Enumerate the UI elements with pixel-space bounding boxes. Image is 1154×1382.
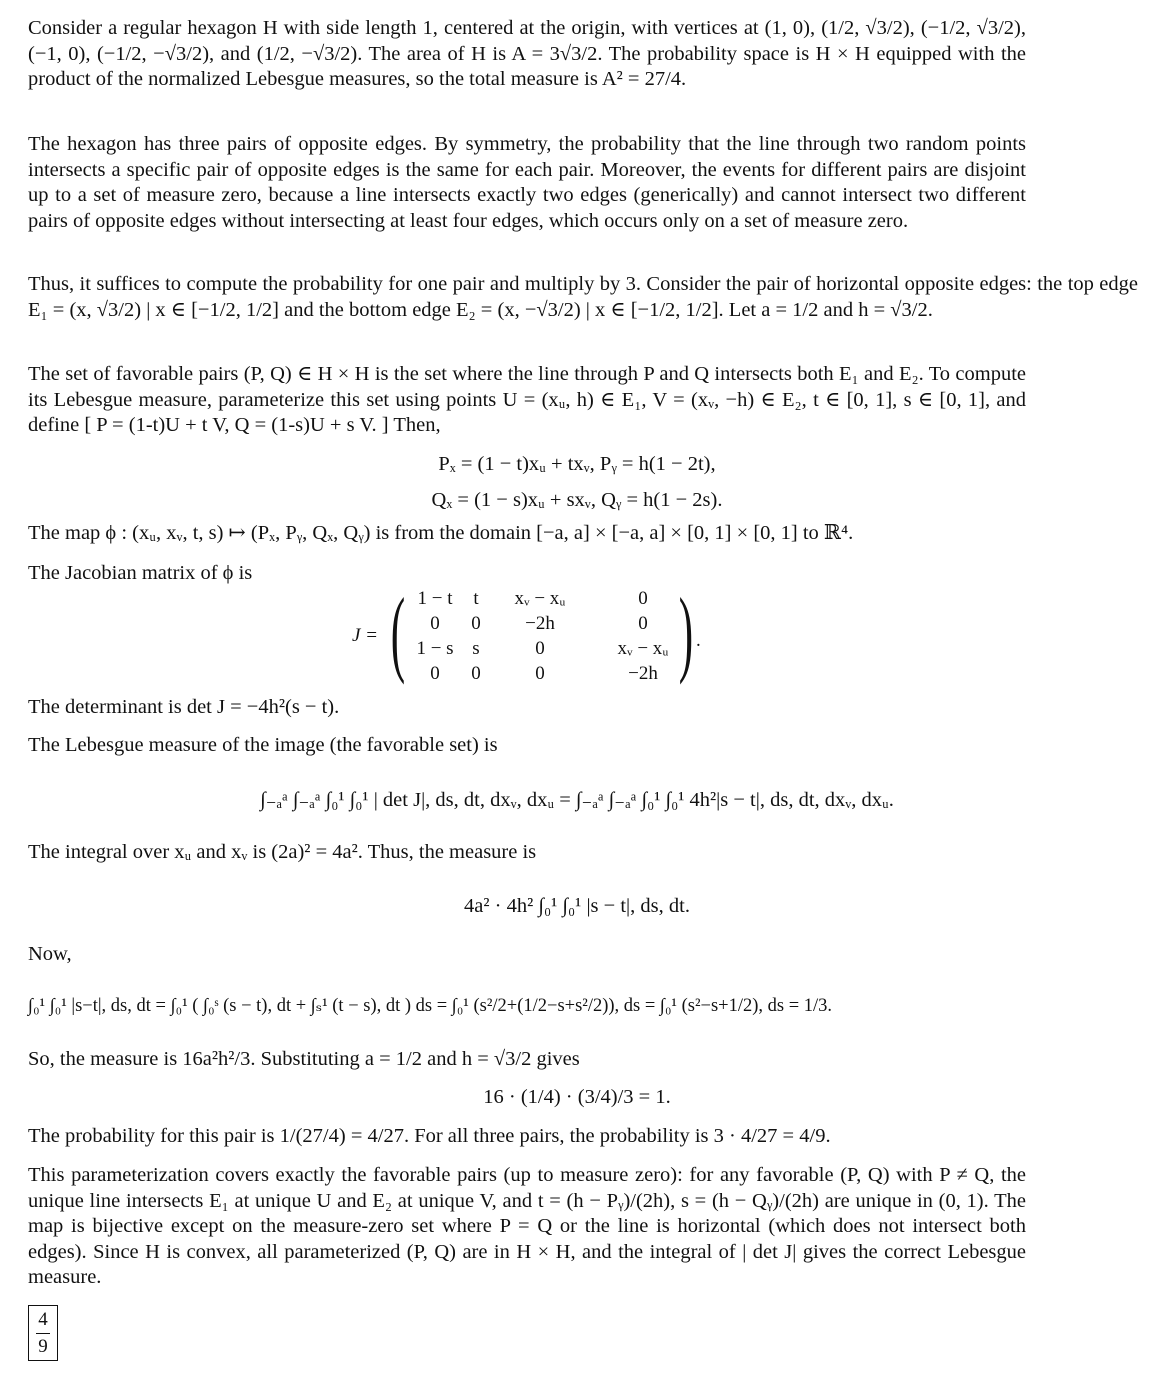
paragraph-determinant: The determinant is det J = −4h²(s − t). [28,696,340,718]
jacobian-cell: 0 [471,662,481,684]
answer-numerator: 4 [38,1308,48,1330]
jacobian-cell: 1 − t [417,587,453,609]
jacobian-cell: 0 [535,637,545,659]
equation-numeric-value: 16 · (1/4) · (3/4)/3 = 1. [483,1086,671,1108]
equation-reduced-measure: 4a² · 4h² ∫₀¹ ∫₀¹ |s − t|, ds, dt. [464,895,690,917]
paragraph-parameterization: The set of favorable pairs (P, Q) ∈ H × H is the set where the line through P and Q intersects both E₁ and E₂. To compute its Lebesgue measure, parameterize this set using points U = (xᵤ, h) ∈ E₁, V = (xᵥ, −h) ∈ E₂, t ∈ [0, 1], s ∈ [0, 1], and define [ P = (1-t)U + t V, Q = (1-s)U + s V. ] Then, [28,363,1026,436]
final-answer-box [28,1305,58,1361]
fraction-bar-icon [36,1333,50,1334]
paragraph-jacobian-intro: The Jacobian matrix of ϕ is [28,562,253,584]
paragraph-now: Now, [28,943,72,965]
answer-denominator: 9 [38,1335,48,1357]
jacobian-cell: 0 [535,662,545,684]
paragraph-hexagon-setup: Consider a regular hexagon H with side length 1, centered at the origin, with vertices at (1, 0), (1/2, √3/2), (−1/2, √3/2), (−1, 0), (−1/2, −√3/2), and (1/2, −√3/2). The area of H is A = 3√3/2. The probability space is H × H equipped with the product of the normalized Lebesgue measures, so the total measure is A² = 27/4. [28,17,1026,90]
jacobian-cell: 0 [638,587,648,609]
jacobian-cell: 1 − s [416,637,454,659]
jacobian-cell: xᵥ − xᵤ [617,637,669,659]
jacobian-cell: t [473,587,479,609]
paragraph-bijectivity: This parameterization covers exactly the favorable pairs (up to measure zero): for any favorable (P, Q) with P ≠ Q, the unique line intersects E₁ at unique U and E₂ at unique V, and t = (h − Pᵧ)/(2h), s = (h − Qᵧ)/(2h) are unique in (0, 1). The map is bijective except on the measure-zero set where P = Q or the line is horizontal (which does not intersect both edges). Since H is convex, all parameterized (P, Q) are in H × H, and the integral of | det J| gives the correct Lebesgue measure. [28,1164,1026,1288]
jacobian-period: . [696,630,701,651]
right-paren-icon: ) [678,578,694,685]
left-paren-icon: ( [390,578,406,685]
jacobian-cell: 0 [471,612,481,634]
equation-measure-integral: ∫₋ₐᵃ ∫₋ₐᵃ ∫₀¹ ∫₀¹ | det J|, ds, dt, dxᵥ, dxᵤ = ∫₋ₐᵃ ∫₋ₐᵃ ∫₀¹ ∫₀¹ 4h²|s − t|, ds, dt, dxᵥ, dxᵤ. [260,789,894,811]
equation-p-coordinates: Pₓ = (1 − t)xᵤ + txᵥ, Pᵧ = h(1 − 2t), [438,453,716,475]
paragraph-substitution: So, the measure is 16a²h²/3. Substituting a = 1/2 and h = √3/2 gives [28,1048,580,1070]
jacobian-cell: −2h [628,662,658,684]
paragraph-lebesgue-measure: The Lebesgue measure of the image (the favorable set) is [28,734,498,756]
jacobian-cell: −2h [525,612,555,634]
paragraph-integral-over-x: The integral over xᵤ and xᵥ is (2a)² = 4a². Thus, the measure is [28,841,537,863]
paragraph-map-definition: The map ϕ : (xᵤ, xᵥ, t, s) ↦ (Pₓ, Pᵧ, Qₓ, Qᵧ) is from the domain [−a, a] × [−a, a] × [0, 1] × [0, 1] to ℝ⁴. [28,522,854,544]
jacobian-cell: 0 [638,612,648,634]
jacobian-cell: xᵥ − xᵤ [514,587,566,609]
jacobian-cell: 0 [430,662,440,684]
jacobian-cell: s [472,637,480,659]
paragraph-opposite-edges: The hexagon has three pairs of opposite edges. By symmetry, the probability that the line through two random points intersects a specific pair of opposite edges is the same for each pair. Moreover, the events for different pairs are disjoint up to a set of measure zero, because a line intersects exactly two edges (generically) and cannot intersect two different pairs of opposite edges without intersecting at least four edges, which occurs only on a set of measure zero. [28,133,1026,232]
jacobian-label: J = [352,625,379,646]
paragraph-probability: The probability for this pair is 1/(27/4) = 4/27. For all three pairs, the probability is 3 · 4/27 = 4/9. [28,1125,831,1147]
equation-q-coordinates: Qₓ = (1 − s)xᵤ + sxᵥ, Qᵧ = h(1 − 2s). [431,489,723,511]
jacobian-entries [410,586,698,686]
jacobian-matrix [352,578,712,692]
equation-abs-integral: ∫₀¹ ∫₀¹ |s−t|, ds, dt = ∫₀¹ ( ∫₀ˢ (s − t), dt + ∫ₛ¹ (t − s), dt ) ds = ∫₀¹ (s²/2+(1/2−s+s²/2)), ds = ∫₀¹ (s²−s+1/2), ds = 1/3. [28,996,833,1016]
jacobian-cell: 0 [430,612,440,634]
paragraph-horizontal-pair: Thus, it suffices to compute the probability for one pair and multiply by 3. Consider the pair of horizontal opposite edges: the top edge E₁ = (x, √3/2) | x ∈ [−1/2, 1/2] and the bottom edge E₂ = (x, −√3/2) | x ∈ [−1/2, 1/2]. Let a = 1/2 and h = √3/2. [28,273,1138,321]
